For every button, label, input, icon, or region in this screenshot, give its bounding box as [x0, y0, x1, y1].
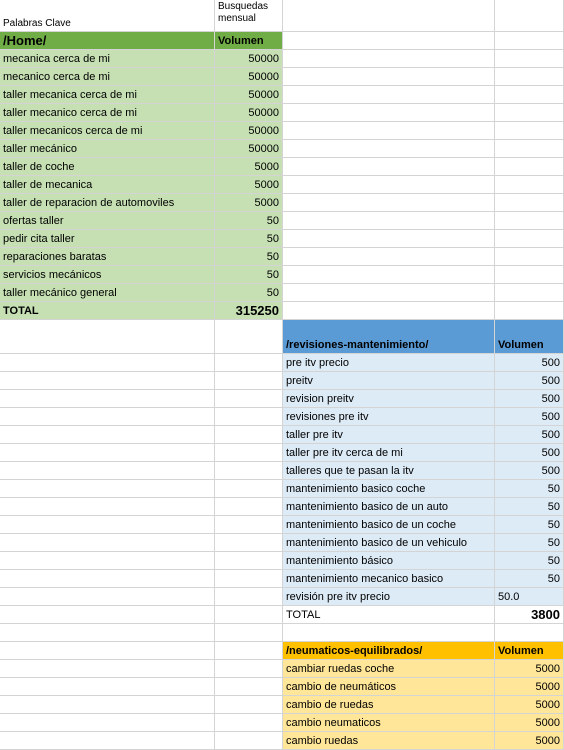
revisiones-keyword-cell[interactable] — [283, 462, 495, 480]
header-keywords[interactable] — [0, 0, 215, 32]
home-keyword-cell[interactable] — [0, 266, 215, 284]
home-volume-cell[interactable] — [215, 212, 283, 230]
revisiones-volume-cell-text: 50 — [547, 554, 560, 567]
cell[interactable] — [495, 266, 564, 284]
home-keyword-cell-text: servicios mecánicos — [3, 268, 102, 281]
revisiones-keyword-cell[interactable] — [283, 534, 495, 552]
revisiones-keyword-cell[interactable] — [283, 480, 495, 498]
cell[interactable] — [215, 372, 283, 390]
revisiones-volume-cell[interactable] — [495, 480, 564, 498]
cell[interactable] — [0, 696, 215, 714]
home-total-label-text: TOTAL — [3, 304, 39, 317]
neumaticos-volume-cell-text: 5000 — [535, 716, 560, 729]
home-keyword-cell-text: pedir cita taller — [3, 232, 75, 245]
revisiones-volume-cell-text: 500 — [541, 464, 560, 477]
cell[interactable] — [215, 480, 283, 498]
cell[interactable] — [495, 122, 564, 140]
cell[interactable] — [215, 462, 283, 480]
home-volume-cell-text: 5000 — [254, 178, 279, 191]
revisiones-volume-cell[interactable] — [495, 390, 564, 408]
revisiones-volume-cell-text: 500 — [541, 428, 560, 441]
revisiones-keyword-cell[interactable] — [283, 516, 495, 534]
cell[interactable] — [215, 390, 283, 408]
revisiones-volume-cell[interactable] — [495, 516, 564, 534]
revisiones-volume-cell-text: 50 — [547, 536, 560, 549]
home-keyword-cell-text: taller mecánico — [3, 142, 77, 155]
home-keyword-cell[interactable] — [0, 104, 215, 122]
revisiones-volume-cell[interactable] — [495, 354, 564, 372]
home-keyword-cell-text: mecanico cerca de mi — [3, 70, 110, 83]
cell[interactable] — [495, 230, 564, 248]
cell[interactable] — [0, 408, 215, 426]
home-keyword-cell-text: mecanica cerca de mi — [3, 52, 110, 65]
revisiones-keyword-cell[interactable] — [283, 498, 495, 516]
cell[interactable] — [495, 624, 564, 642]
header-keywords-text: Palabras Clave — [3, 18, 71, 29]
home-volume-cell-text: 5000 — [254, 196, 279, 209]
cell[interactable] — [0, 372, 215, 390]
revisiones-volume-cell-text: 50 — [547, 500, 560, 513]
neumaticos-keyword-cell-text: cambiar ruedas coche — [286, 662, 395, 675]
revisiones-total-value-text: 3800 — [531, 607, 560, 622]
neumaticos-keyword-cell[interactable] — [283, 696, 495, 714]
cell[interactable] — [0, 354, 215, 372]
home-volume-cell-text: 50000 — [248, 52, 279, 65]
cell[interactable] — [0, 426, 215, 444]
neumaticos-keyword-cell-text: cambio ruedas — [286, 734, 359, 747]
home-total-label[interactable] — [0, 302, 215, 320]
home-volume-cell[interactable] — [215, 248, 283, 266]
home-volume-cell[interactable] — [215, 230, 283, 248]
cell[interactable] — [283, 158, 495, 176]
neumaticos-keyword-cell[interactable] — [283, 678, 495, 696]
revisiones-keyword-cell-text: mantenimiento basico de un auto — [286, 500, 449, 513]
cell[interactable] — [495, 32, 564, 50]
revisiones-volume-cell-text: 500 — [541, 392, 560, 405]
home-volume-cell[interactable] — [215, 122, 283, 140]
revisiones-keyword-cell[interactable] — [283, 408, 495, 426]
header-monthly-searches[interactable] — [215, 0, 283, 32]
cell[interactable] — [215, 660, 283, 678]
cell[interactable] — [495, 284, 564, 302]
home-keyword-cell-text: taller mecanica cerca de mi — [3, 88, 137, 101]
cell[interactable] — [215, 516, 283, 534]
cell[interactable] — [0, 320, 215, 354]
revisiones-volume-cell-text: 500 — [541, 356, 560, 369]
cell[interactable] — [495, 176, 564, 194]
home-keyword-cell[interactable] — [0, 194, 215, 212]
home-volume-header[interactable] — [215, 32, 283, 50]
cell[interactable] — [0, 642, 215, 660]
cell[interactable] — [215, 642, 283, 660]
cell[interactable] — [0, 678, 215, 696]
home-volume-cell[interactable] — [215, 86, 283, 104]
revisiones-volume-cell[interactable] — [495, 426, 564, 444]
revisiones-section-title[interactable] — [283, 320, 495, 354]
home-volume-cell[interactable] — [215, 284, 283, 302]
cell[interactable] — [283, 0, 495, 32]
revisiones-volume-cell[interactable] — [495, 588, 564, 606]
revisiones-keyword-cell-text: mantenimiento basico coche — [286, 482, 426, 495]
revisiones-total-label[interactable] — [283, 606, 495, 624]
revisiones-volume-cell-text: 50.0 — [498, 590, 520, 603]
cell[interactable] — [283, 140, 495, 158]
home-keyword-cell[interactable] — [0, 230, 215, 248]
cell[interactable] — [215, 426, 283, 444]
home-keyword-cell[interactable] — [0, 68, 215, 86]
revisiones-volume-cell[interactable] — [495, 570, 564, 588]
home-volume-cell[interactable] — [215, 104, 283, 122]
neumaticos-volume-cell-text: 5000 — [535, 734, 560, 747]
cell[interactable] — [0, 714, 215, 732]
neumaticos-volume-header[interactable] — [495, 642, 564, 660]
cell[interactable] — [495, 104, 564, 122]
revisiones-keyword-cell-text: revisiones pre itv — [286, 410, 369, 423]
revisiones-volume-cell[interactable] — [495, 462, 564, 480]
revisiones-keyword-cell-text: preitv — [286, 374, 313, 387]
cell[interactable] — [495, 248, 564, 266]
revisiones-volume-cell-text: 500 — [541, 410, 560, 423]
cell[interactable] — [283, 86, 495, 104]
home-volume-cell-text: 50 — [266, 214, 279, 227]
revisiones-volume-cell[interactable] — [495, 408, 564, 426]
neumaticos-volume-cell[interactable] — [495, 732, 564, 750]
home-keyword-cell[interactable] — [0, 212, 215, 230]
revisiones-volume-cell-text: 500 — [541, 446, 560, 459]
revisiones-keyword-cell[interactable] — [283, 354, 495, 372]
cell[interactable] — [215, 678, 283, 696]
revisiones-keyword-cell-text: mantenimiento mecanico basico — [286, 572, 444, 585]
revisiones-total-label-text: TOTAL — [286, 608, 321, 621]
home-total-value[interactable] — [215, 302, 283, 320]
cell[interactable] — [215, 444, 283, 462]
revisiones-volume-header-text: Volumen — [498, 339, 544, 351]
neumaticos-keyword-cell[interactable] — [283, 660, 495, 678]
home-keyword-cell-text: taller de coche — [3, 160, 75, 173]
neumaticos-keyword-cell-text: cambio neumaticos — [286, 716, 381, 729]
revisiones-keyword-cell[interactable] — [283, 444, 495, 462]
revisiones-volume-cell[interactable] — [495, 444, 564, 462]
cell[interactable] — [0, 462, 215, 480]
cell[interactable] — [283, 194, 495, 212]
cell[interactable] — [0, 588, 215, 606]
cell[interactable] — [495, 140, 564, 158]
cell[interactable] — [495, 0, 564, 32]
home-keyword-cell-text: taller de reparacion de automoviles — [3, 196, 175, 209]
home-volume-cell[interactable] — [215, 176, 283, 194]
cell[interactable] — [0, 498, 215, 516]
revisiones-volume-cell-text: 500 — [541, 374, 560, 387]
revisiones-volume-cell-text: 50 — [547, 482, 560, 495]
cell[interactable] — [0, 624, 215, 642]
neumaticos-keyword-cell[interactable] — [283, 732, 495, 750]
neumaticos-volume-cell[interactable] — [495, 660, 564, 678]
home-volume-cell-text: 50000 — [248, 142, 279, 155]
cell[interactable] — [0, 570, 215, 588]
cell[interactable] — [0, 534, 215, 552]
cell[interactable] — [283, 32, 495, 50]
home-keyword-cell-text: taller de mecanica — [3, 178, 93, 191]
revisiones-volume-cell[interactable] — [495, 498, 564, 516]
revisiones-volume-cell[interactable] — [495, 552, 564, 570]
home-keyword-cell[interactable] — [0, 122, 215, 140]
home-total-value-text: 315250 — [235, 303, 279, 318]
revisiones-volume-header[interactable] — [495, 320, 564, 354]
neumaticos-volume-cell[interactable] — [495, 678, 564, 696]
cell[interactable] — [215, 408, 283, 426]
revisiones-keyword-cell[interactable] — [283, 552, 495, 570]
neumaticos-keyword-cell-text: cambio de ruedas — [286, 698, 374, 711]
home-volume-cell-text: 50000 — [248, 124, 279, 137]
cell[interactable] — [215, 320, 283, 354]
cell[interactable] — [215, 534, 283, 552]
cell[interactable] — [283, 122, 495, 140]
cell[interactable] — [283, 212, 495, 230]
cell[interactable] — [0, 660, 215, 678]
home-keyword-cell-text: taller mecanicos cerca de mi — [3, 124, 143, 137]
cell[interactable] — [495, 68, 564, 86]
cell[interactable] — [495, 302, 564, 320]
cell[interactable] — [0, 444, 215, 462]
cell[interactable] — [0, 480, 215, 498]
cell[interactable] — [495, 194, 564, 212]
cell[interactable] — [283, 248, 495, 266]
home-keyword-cell[interactable] — [0, 248, 215, 266]
cell[interactable] — [215, 696, 283, 714]
cell[interactable] — [495, 212, 564, 230]
cell[interactable] — [215, 606, 283, 624]
neumaticos-keyword-cell[interactable] — [283, 714, 495, 732]
cell[interactable] — [215, 624, 283, 642]
cell[interactable] — [215, 570, 283, 588]
revisiones-keyword-cell-text: talleres que te pasan la itv — [286, 464, 414, 477]
revisiones-section-title-text: /revisiones-mantenimiento/ — [286, 339, 429, 351]
cell[interactable] — [215, 498, 283, 516]
home-volume-cell-text: 50 — [266, 232, 279, 245]
revisiones-keyword-cell[interactable] — [283, 390, 495, 408]
revisiones-keyword-cell-text: mantenimiento basico de un vehiculo — [286, 536, 468, 549]
neumaticos-volume-cell[interactable] — [495, 696, 564, 714]
header-monthly-searches-text: Busquedas mensual — [218, 1, 269, 24]
home-volume-cell-text: 50 — [266, 268, 279, 281]
home-keyword-cell-text: reparaciones baratas — [3, 250, 107, 263]
home-volume-cell[interactable] — [215, 50, 283, 68]
revisiones-keyword-cell[interactable] — [283, 570, 495, 588]
neumaticos-section-title-text: /neumaticos-equilibrados/ — [286, 644, 423, 657]
home-volume-cell[interactable] — [215, 68, 283, 86]
cell[interactable] — [215, 588, 283, 606]
cell[interactable] — [283, 68, 495, 86]
home-volume-cell-text: 50 — [266, 286, 279, 299]
cell[interactable] — [0, 552, 215, 570]
revisiones-total-value[interactable] — [495, 606, 564, 624]
revisiones-volume-cell[interactable] — [495, 534, 564, 552]
cell[interactable] — [283, 302, 495, 320]
home-volume-cell-text: 5000 — [254, 160, 279, 173]
cell[interactable] — [0, 390, 215, 408]
cell[interactable] — [0, 732, 215, 750]
cell[interactable] — [215, 354, 283, 372]
neumaticos-keyword-cell-text: cambio de neumáticos — [286, 680, 397, 693]
cell[interactable] — [283, 230, 495, 248]
home-keyword-cell[interactable] — [0, 50, 215, 68]
neumaticos-section-title[interactable] — [283, 642, 495, 660]
revisiones-keyword-cell-text: mantenimiento basico de un coche — [286, 518, 456, 531]
neumaticos-volume-cell[interactable] — [495, 714, 564, 732]
cell[interactable] — [283, 624, 495, 642]
revisiones-keyword-cell-text: revisión pre itv precio — [286, 590, 390, 603]
neumaticos-volume-cell-text: 5000 — [535, 680, 560, 693]
revisiones-keyword-cell-text: taller pre itv — [286, 428, 343, 441]
home-volume-cell[interactable] — [215, 266, 283, 284]
revisiones-keyword-cell[interactable] — [283, 372, 495, 390]
cell[interactable] — [495, 158, 564, 176]
cell[interactable] — [0, 516, 215, 534]
home-keyword-cell[interactable] — [0, 140, 215, 158]
cell[interactable] — [283, 284, 495, 302]
cell[interactable] — [215, 732, 283, 750]
home-section-title[interactable] — [0, 32, 215, 50]
cell[interactable] — [495, 86, 564, 104]
home-keyword-cell[interactable] — [0, 284, 215, 302]
home-volume-cell[interactable] — [215, 194, 283, 212]
home-keyword-cell-text: taller mecanico cerca de mi — [3, 106, 137, 119]
cell[interactable] — [0, 606, 215, 624]
home-volume-cell-text: 50000 — [248, 70, 279, 83]
revisiones-volume-cell-text: 50 — [547, 572, 560, 585]
revisiones-keyword-cell-text: pre itv precio — [286, 356, 349, 369]
home-keyword-cell-text: taller mecánico general — [3, 286, 117, 299]
home-volume-header-text: Volumen — [218, 34, 264, 47]
revisiones-keyword-cell[interactable] — [283, 588, 495, 606]
home-keyword-cell[interactable] — [0, 176, 215, 194]
revisiones-volume-cell[interactable] — [495, 372, 564, 390]
home-volume-cell-text: 50000 — [248, 88, 279, 101]
revisiones-keyword-cell-text: mantenimiento básico — [286, 554, 394, 567]
neumaticos-volume-cell-text: 5000 — [535, 698, 560, 711]
home-volume-cell-text: 50000 — [248, 106, 279, 119]
home-keyword-cell[interactable] — [0, 86, 215, 104]
cell[interactable] — [283, 50, 495, 68]
cell[interactable] — [215, 552, 283, 570]
cell[interactable] — [495, 50, 564, 68]
home-volume-cell-text: 50 — [266, 250, 279, 263]
cell[interactable] — [283, 176, 495, 194]
revisiones-volume-cell-text: 50 — [547, 518, 560, 531]
revisiones-keyword-cell[interactable] — [283, 426, 495, 444]
cell[interactable] — [283, 104, 495, 122]
home-section-title-text: /Home/ — [3, 33, 47, 48]
revisiones-keyword-cell-text: taller pre itv cerca de mi — [286, 446, 403, 459]
home-keyword-cell-text: ofertas taller — [3, 214, 64, 227]
home-volume-cell[interactable] — [215, 158, 283, 176]
neumaticos-volume-header-text: Volumen — [498, 644, 544, 657]
home-volume-cell[interactable] — [215, 140, 283, 158]
home-keyword-cell[interactable] — [0, 158, 215, 176]
cell[interactable] — [283, 266, 495, 284]
neumaticos-volume-cell-text: 5000 — [535, 662, 560, 675]
cell[interactable] — [215, 714, 283, 732]
revisiones-keyword-cell-text: revision preitv — [286, 392, 354, 405]
